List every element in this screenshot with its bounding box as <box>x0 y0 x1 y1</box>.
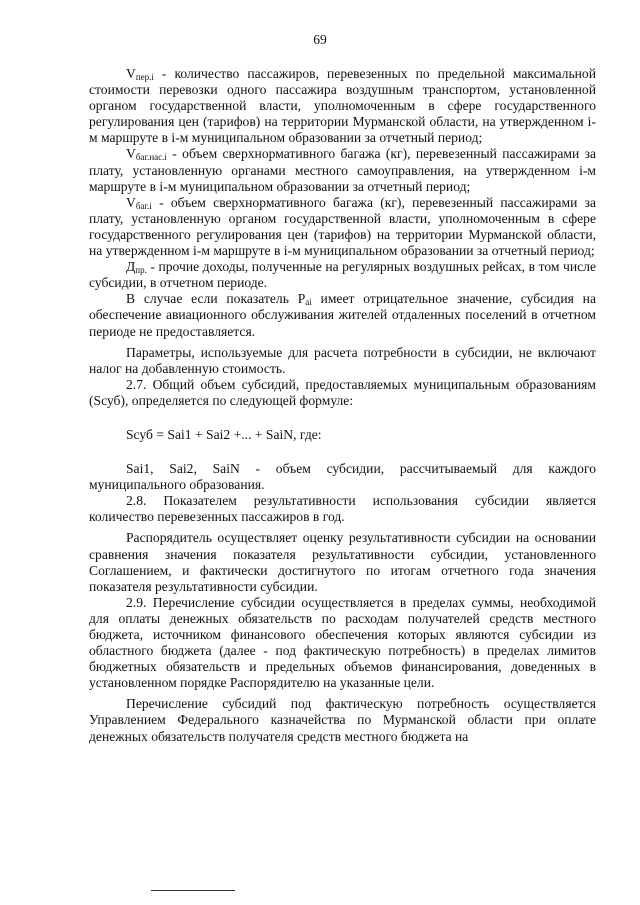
symbol-subscript: пр. <box>135 265 147 276</box>
symbol-subscript: пер.i <box>135 72 154 82</box>
paragraph-evaluation: Распорядитель осуществляет оценку результативности субсидии на основании сравнения значения показателя результативности субсидии, установленного Соглашением, и фактически достигнутого по итогам отчетного года значения показателя результативности субсидии. <box>89 530 596 594</box>
paragraph-text: - прочие доходы, полученные на регулярных воздушных рейсах, в том числе субсидии, в отчетном периоде. <box>89 259 596 291</box>
paragraph-formula-legend: Sai1, Sai2, SaiN - объем субсидии, рассчитываемый для каждого муниципального образования. <box>89 461 596 493</box>
symbol-v: V <box>126 194 136 210</box>
paragraph-text: В случае если показатель Р <box>126 291 306 307</box>
paragraph-text: имеет отрицательное значение, субсидия на обеспечение авиационного обслуживания жителей отдаленных поселений в отчетном периоде не предоставляется. <box>89 291 596 339</box>
paragraph-text: - объем сверхнормативного багажа (кг), перевезенный пассажирами за плату, установленную органом государственной власти, уполномоченным в сфере государственного регулирования цен (тарифов) на территории Мурманской области, на утвержденном i-м маршруте в i-м муниципальном образовании за отчетный период; <box>89 194 596 259</box>
paragraph-transfer: Перечисление субсидий под фактическую потребность осуществляется Управлением Федерального казначейства по Мурманской области при оплате денежных обязательств получателя средств местного бюджета на <box>89 696 596 744</box>
page-number: 69 <box>313 32 327 47</box>
paragraph-2-8: 2.8. Показателем результативности использования субсидии является количество перевезенных пассажиров в год. <box>89 493 596 525</box>
footnote-rule <box>151 890 235 891</box>
symbol-subscript: ai <box>305 297 312 308</box>
paragraph-2-9: 2.9. Перечисление субсидии осуществляется в пределах суммы, необходимой для оплаты денежных обязательств по расходам получателей средств местного бюджета, источником финансового обеспечения которых являются субсидии из областного бюджета (далее - под фактическую потребность) в пределах лимитов бюджетных обязательств и предельных объемов финансирования, доведенных в установленном порядке Распорядителю на указанные цели. <box>89 594 596 691</box>
formula: Sсуб = Sai1 + Sai2 +... + SaiN, где: <box>126 426 322 442</box>
document-body <box>89 66 596 745</box>
paragraph-v-per <box>89 66 596 146</box>
symbol-d: Д <box>126 259 136 275</box>
paragraph-d-pr <box>89 259 596 291</box>
paragraph-vat: Параметры, используемые для расчета потребности в субсидии, не включают налог на добавленную стоимость. <box>89 344 596 376</box>
paragraph-2-7: 2.7. Общий объем субсидий, предоставляемых муниципальным образованиям (Sсуб), определяется по следующей формуле: <box>89 376 596 408</box>
symbol-subscript: баг.нас.i <box>135 152 167 163</box>
paragraph-v-bag <box>89 195 596 259</box>
symbol-v: V <box>126 146 136 162</box>
paragraph-negative-value <box>89 291 596 339</box>
paragraph-text: - количество пассажиров, перевезенных по предельной максимальной стоимости перевозки одного пассажира воздушным транспортом, установленной органом государственной власти, уполномоченным в сфере государственного регулирования цен (тарифов) на территории Мурманской области, на утвержденном i-м маршруте в i-м муниципальном образовании за отчетный период; <box>89 66 596 146</box>
symbol-v: V <box>126 66 136 81</box>
symbol-subscript: баг.i <box>135 200 152 211</box>
paragraph-text: - объем сверхнормативного багажа (кг), перевезенный пассажирами за плату, установленную органами местного самоуправления, на утвержденном i-м маршруте в i-м муниципальном образовании за отчетный период; <box>89 146 596 194</box>
paragraph-v-bag-nas <box>89 146 596 194</box>
